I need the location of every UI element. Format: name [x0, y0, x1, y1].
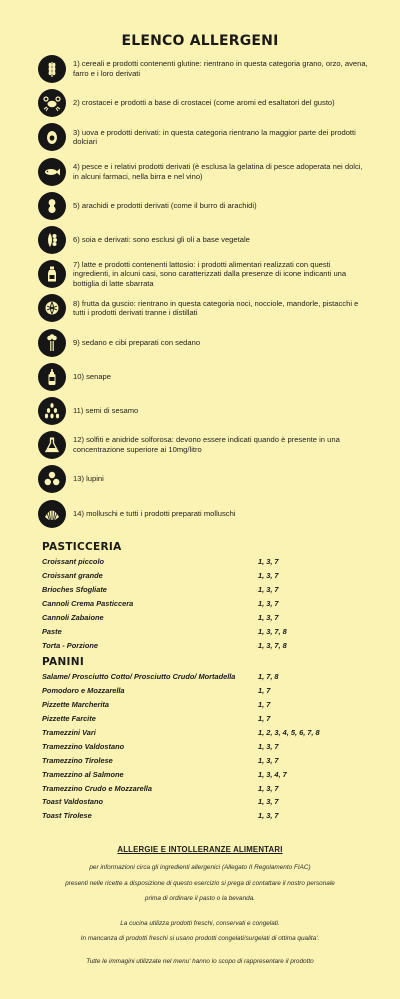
item-allergen-codes: 1, 3, 4, 7	[258, 769, 287, 779]
allergen-text: 10) senape	[73, 371, 111, 381]
sesame-icon	[38, 397, 66, 425]
list-item	[42, 638, 362, 652]
allergen-text: 11) semi di sesamo	[73, 406, 139, 416]
list-item	[42, 555, 362, 569]
milk-bottle-icon	[38, 260, 66, 288]
allergen-text: 3) uova e prodotti derivati: in questa categoria rientrano la maggior parte dei prodotti dolciari	[73, 127, 356, 147]
item-name: Paste	[42, 626, 62, 636]
allergen-text: 4) pesce e i relativi prodotti derivati (è esclusa la gelatina di pesce adoperata nei dolci, in alcuni farmaci, nella birra e nel vino)	[73, 161, 363, 181]
allergen-text: 8) frutta da guscio: rientrano in questa categoria noci, nocciole, mandorle, pistacchi e tutti i prodotti derivati tranne i distillati	[73, 298, 359, 318]
list-item	[42, 809, 362, 823]
note-line: presenti nelle ricette a disposizione di questo esercizio si prega di contattare il nostro personale	[65, 879, 335, 887]
allergen-text: 9) sedano e cibi preparati con sedano	[73, 337, 201, 347]
note-line: In mancanza di prodotti freschi si usano prodotti congelati/surgelati di ottima qualita'.	[80, 934, 320, 942]
item-allergen-codes: 1, 3, 7	[258, 783, 279, 793]
allergen-item	[38, 326, 368, 360]
item-name: Croissant piccolo	[42, 557, 105, 567]
shell-icon	[38, 500, 66, 528]
item-allergen-codes: 1, 3, 7	[258, 613, 279, 622]
item-name: Toast Tirolese	[42, 811, 92, 821]
item-name: Tramezzini Vari	[42, 728, 96, 737]
allergen-item	[38, 394, 368, 428]
nut-icon	[38, 294, 66, 322]
mustard-icon	[38, 363, 66, 391]
allergen-text: 5) arachidi e prodotti derivati (come il burro di arachidi)	[73, 200, 257, 210]
list-item	[42, 739, 362, 753]
flask-icon	[38, 431, 66, 459]
allergen-text: 14) molluschi e tutti i prodotti preparati molluschi	[73, 508, 236, 518]
allergen-item	[38, 52, 368, 86]
allergen-item	[38, 120, 368, 154]
fish-icon	[38, 158, 66, 186]
allergen-text: 7) latte e prodotti contenenti lattosio: i prodotti alimentari realizzati con questi ingredienti, in alcuni casi, sono caratterizzati dalla presenze di icone indicanti una bottiglia di latte sbarrata	[73, 259, 347, 289]
allergen-item	[38, 291, 368, 325]
soy-icon	[38, 226, 66, 254]
allergen-item	[38, 462, 368, 496]
list-item	[42, 781, 362, 795]
note-line: prima di ordinare il pasto o la bevanda.	[144, 894, 256, 902]
item-allergen-codes: 1, 3, 7	[258, 571, 279, 581]
list-item	[42, 753, 362, 767]
item-allergen-codes: 1, 3, 7	[258, 797, 279, 807]
panini-heading: PANINI	[42, 656, 85, 668]
allergen-text: 1) cereali e prodotti contenenti glutine: rientrano in questa categoria grano, orzo, avena, farro e i loro derivati	[73, 59, 368, 79]
item-allergen-codes: 1, 3, 7	[258, 811, 279, 821]
notes-heading: ALLERGIE E INTOLLERANZE ALIMENTARI	[117, 845, 283, 854]
list-item	[42, 767, 362, 781]
item-allergen-codes: 1, 3, 7	[258, 755, 279, 765]
allergen-text: 2) crostacei e prodotti a base di crostacei (come aromi ed esaltatori del gusto)	[73, 98, 335, 108]
list-item	[42, 597, 362, 611]
allergen-item	[38, 223, 368, 257]
list-item	[42, 569, 362, 583]
item-name: Tramezzino Tirolese	[42, 755, 113, 765]
allergen-item	[38, 428, 368, 462]
item-name: Tramezzino al Salmone	[42, 769, 124, 779]
item-name: Tramezzino Crudo e Mozzarella	[42, 783, 152, 793]
item-allergen-codes: 1, 3, 7	[258, 741, 279, 751]
allergen-item	[38, 189, 368, 223]
list-item	[42, 583, 362, 597]
pasticceria-list	[42, 555, 362, 652]
item-name: Cannoli Zabaione	[42, 613, 104, 622]
allergen-text: 12) solfiti e anidride solforosa: devono essere indicati quando è presente in una concentrazione superiore ai 10mg/litro	[73, 435, 340, 455]
item-name: Pomodoro e Mozzarella	[42, 686, 125, 696]
wheat-icon	[38, 55, 66, 83]
egg-icon	[38, 123, 66, 151]
allergy-notes	[0, 845, 400, 968]
item-allergen-codes: 1, 3, 7	[258, 599, 279, 609]
item-allergen-codes: 1, 7	[258, 700, 271, 710]
list-item	[42, 698, 362, 712]
item-allergen-codes: 1, 3, 7	[258, 585, 279, 595]
panini-list	[42, 670, 362, 823]
page-title: ELENCO ALLERGENI	[121, 33, 279, 49]
allergen-item	[38, 360, 368, 394]
allergen-item	[38, 257, 368, 291]
note-line: Tutte le immagini utilizzate nel menu' hanno lo scopo di rappresentare il prodotto	[86, 957, 314, 965]
item-allergen-codes: 1, 7	[258, 714, 271, 724]
list-item	[42, 684, 362, 698]
item-allergen-codes: 1, 7	[258, 686, 271, 696]
item-name: Brioches Sfogliate	[42, 585, 107, 595]
item-allergen-codes: 1, 2, 3, 4, 5, 6, 7, 8	[258, 728, 320, 737]
item-name: Tramezzino Valdostano	[42, 741, 125, 751]
item-name: Pizzette Farcite	[42, 714, 96, 724]
item-allergen-codes: 1, 3, 7	[258, 557, 279, 567]
allergen-item	[38, 496, 368, 530]
allergen-list	[38, 52, 368, 531]
allergen-text: 13) lupini	[73, 474, 104, 484]
item-name: Torta - Porzione	[42, 640, 98, 650]
allergen-item	[38, 155, 368, 189]
list-item	[42, 795, 362, 809]
list-item	[42, 712, 362, 726]
celery-icon	[38, 329, 66, 357]
item-name: Pizzette Marcherita	[42, 700, 109, 710]
list-item	[42, 726, 362, 740]
allergen-text: 6) soia e derivati: sono esclusi gli oli a base vegetale	[73, 235, 250, 245]
item-allergen-codes: 1, 7, 8	[258, 672, 279, 682]
item-name: Toast Valdostano	[42, 797, 104, 807]
item-allergen-codes: 1, 3, 7, 8	[258, 640, 287, 650]
list-item	[42, 670, 362, 684]
peanut-icon	[38, 192, 66, 220]
pasticceria-heading: PASTICCERIA	[42, 541, 122, 553]
list-item	[42, 611, 362, 625]
note-line: per informazioni circa gli ingredienti allergenici (Allegato II Regolamento FIAC)	[89, 864, 311, 871]
item-name: Croissant grande	[42, 571, 103, 581]
list-item	[42, 624, 362, 638]
note-line: La cucina utilizza prodotti freschi, conservati e congelati.	[120, 920, 280, 927]
item-name: Salame/ Prosciutto Cotto/ Prosciutto Crudo/ Mortadella	[42, 672, 236, 682]
item-name: Cannoli Crema Pasticcera	[42, 599, 134, 609]
item-allergen-codes: 1, 3, 7, 8	[258, 626, 287, 636]
lupin-icon	[38, 465, 66, 493]
allergen-item	[38, 86, 368, 120]
crab-icon	[38, 89, 66, 117]
